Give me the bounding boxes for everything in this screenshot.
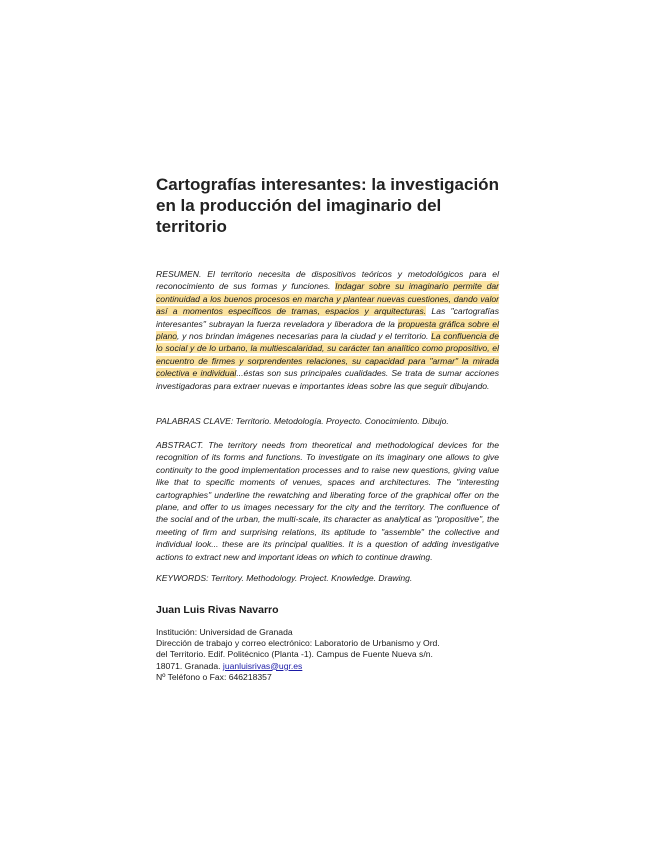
resumen-highlight-2: propuesta gráfica sobre el plano (156, 318, 499, 342)
affiliation-address-3 (156, 661, 506, 672)
resumen-text-3: , y nos brindan imágenes necesarias para la ciudad y el territorio. (177, 331, 432, 342)
resumen-text-2: Las "cartografías interesantes" subrayan la fuerza reveladora y liberadora de la (156, 306, 499, 329)
author-affiliation (156, 627, 506, 683)
affiliation-phone: Nº Teléfono o Fax: 646218357 (156, 671, 272, 682)
affiliation-institution: Institución: Universidad de Granada (156, 627, 293, 637)
abstract-paragraph: ABSTRACT. The territory needs from theoretical and methodological devices for the recognition of its forms and functions. To investigate on its imaginary one allows to give continuity to the good implementation processes and to raise new questions, giving value like that to specific moments of venues, spaces and architectures. The "interesting cartographies" underline the rewatching and liberating force of the graphical offer on the plane, and offer to us images necessary for the city and the territory. The confluence of the social and of the urban, the multi-scale, its character as analytical as "propositive", the meeting of firm and surprising relations, its aptitude to "assemble" the collective and individual look... these are its principal qualities. It is a question of adding investigative actions to extract new and important ideas on which to continue drawing. (156, 440, 499, 562)
resumen-highlight-1: Indagar sobre su imaginario permite dar continuidad a los buenos procesos en marcha y plantear nuevas cuestiones, dando valor así a momentos específicos de tramas, espacios y arquitecturas. (156, 281, 499, 317)
affiliation-address-1: Dirección de trabajo y correo electrónico: Laboratorio de Urbanismo y Ord. (156, 638, 440, 649)
resumen-paragraph (156, 268, 499, 392)
affiliation-address-2: del Territorio. Edif. Politécnico (Planta -1). Campus de Fuente Nueva s/n. (156, 649, 433, 660)
resumen-highlight-3: La confluencia de lo social y de lo urbano, la multiescalaridad, su carácter tan analítico como propositivo, el encuentro de firmes y sorprendentes relaciones, su capacidad para "armar" la mirada colectiva e individual (156, 331, 499, 379)
paper-title: Cartografías interesantes: la investigación en la producción del imaginario del territorio (156, 175, 499, 236)
resumen-text-4: ...éstas son sus principales cualidades. Se trata de sumar acciones investigadoras para extraer nuevas e importantes ideas sobre las que seguir dibujando. (156, 368, 499, 391)
author-name: Juan Luis Rivas Navarro (156, 604, 279, 616)
palabras-clave: PALABRAS CLAVE: Territorio. Metodología. Proyecto. Conocimiento. Dibujo. (156, 416, 449, 426)
author-email-link[interactable]: juanluisrivas@ugr.es (222, 660, 303, 671)
affiliation-city: 18071. Granada. (156, 660, 223, 671)
resumen-text-1: RESUMEN. El territorio necesita de dispositivos teóricos y metodológicos para el reconocimiento de sus formas y funciones. (156, 269, 499, 292)
keywords: KEYWORDS: Territory. Methodology. Project. Knowledge. Drawing. (156, 573, 413, 583)
